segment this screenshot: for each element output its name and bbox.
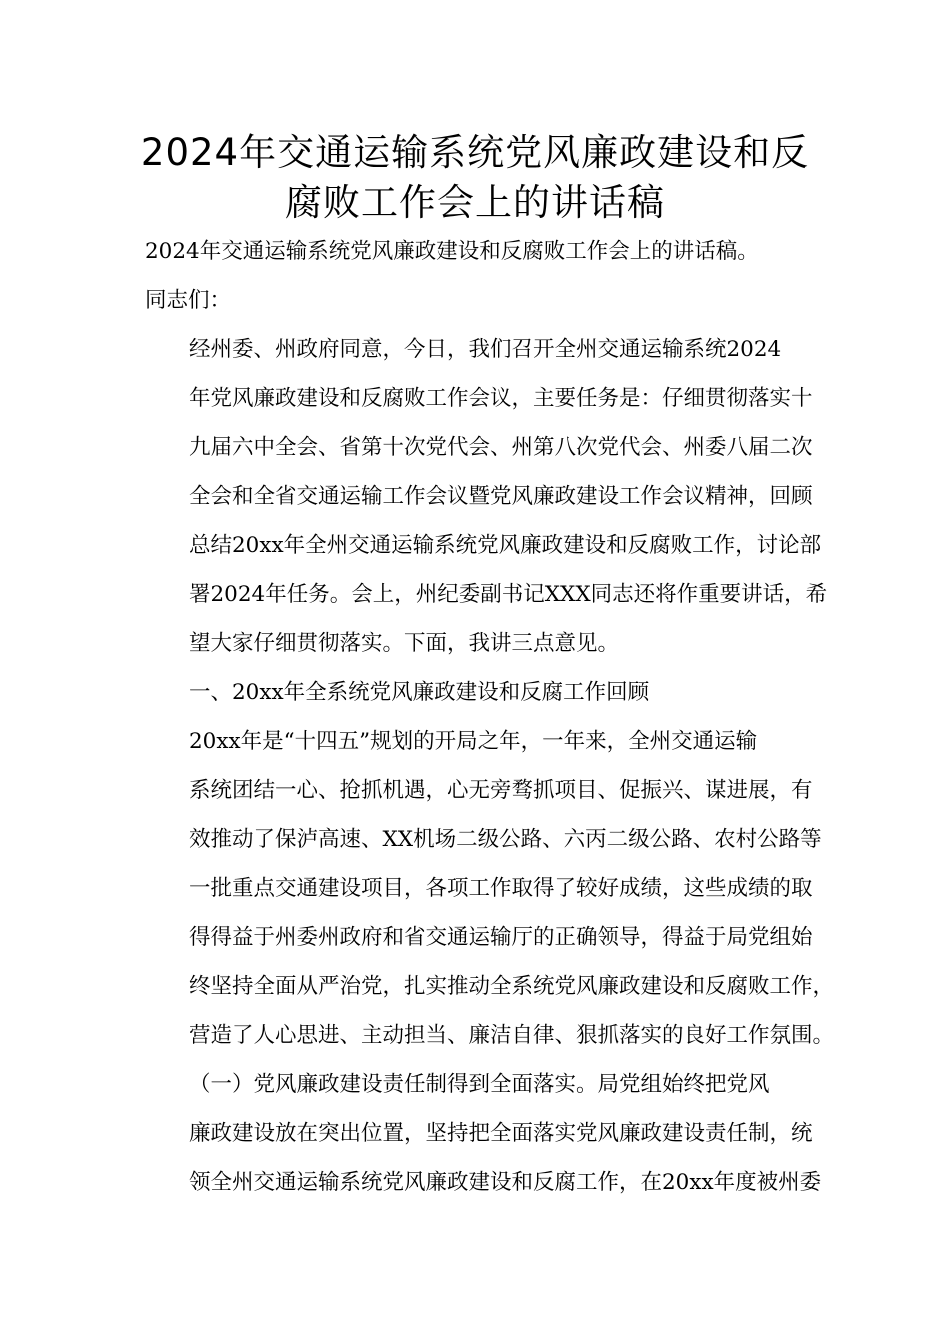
text-line: 全会和全省交通运输工作会议暨党风廉政建设工作会议精神，回顾 <box>189 484 813 509</box>
section-heading <box>145 668 805 717</box>
text-line: 领全州交通运输系统党风廉政建设和反腐工作，在20xx年度被州委 <box>189 1170 822 1195</box>
text-line: 署2024年任务。会上，州纪委副书记XXX同志还将作重要讲话，希 <box>189 582 828 607</box>
salutation <box>145 276 805 325</box>
document-body <box>145 227 835 1207</box>
text-line: 终坚持全面从严治党，扎实推动全系统党风廉政建设和反腐败工作， <box>189 974 835 999</box>
text-line: 效推动了保泸高速、XX机场二级公路、六丙二级公路、农村公路等 <box>189 827 822 852</box>
opening-paragraph <box>145 325 828 668</box>
document-title <box>0 128 950 228</box>
text-line: 一、20xx年全系统党风廉政建设和反腐工作回顾 <box>189 680 650 705</box>
text-line: 营造了人心思进、主动担当、廉洁自律、狠抓落实的良好工作氛围。 <box>189 1023 835 1048</box>
text-line: 廉政建设放在突出位置，坚持把全面落实党风廉政建设责任制，统 <box>189 1121 813 1146</box>
text-line: 望大家仔细贯彻落实。下面，我讲三点意见。 <box>189 631 620 656</box>
intro-paragraph <box>145 227 805 276</box>
text-line: 20xx年是“十四五”规划的开局之年，一年来，全州交通运输 <box>189 729 758 754</box>
subsection-paragraph <box>145 1060 822 1207</box>
review-paragraph <box>145 717 835 1060</box>
title-line: 腐败工作会上的讲话稿 <box>285 181 665 224</box>
text-line: 总结20xx年全州交通运输系统党风廉政建设和反腐败工作，讨论部 <box>189 533 822 558</box>
text-line: 九届六中全会、省第十次党代会、州第八次党代会、州委八届二次 <box>189 435 813 460</box>
text-line: 经州委、州政府同意，今日，我们召开全州交通运输系统2024 <box>189 337 782 362</box>
text-line: 年党风廉政建设和反腐败工作会议，主要任务是：仔细贯彻落实十 <box>189 386 813 411</box>
text-line: （一）党风廉政建设责任制得到全面落实。局党组始终把党风 <box>189 1072 770 1097</box>
text-line: 系统团结一心、抢抓机遇，心无旁骛抓项目、促振兴、谋进展，有 <box>189 778 813 803</box>
title-line: 2024年交通运输系统党风廉政建设和反 <box>140 131 810 174</box>
text-line: 同志们： <box>145 288 232 313</box>
text-line: 一批重点交通建设项目，各项工作取得了较好成绩，这些成绩的取 <box>189 876 813 901</box>
text-line: 得得益于州委州政府和省交通运输厅的正确领导，得益于局党组始 <box>189 925 813 950</box>
text-line: 2024年交通运输系统党风廉政建设和反腐败工作会上的讲话稿。 <box>145 239 759 264</box>
